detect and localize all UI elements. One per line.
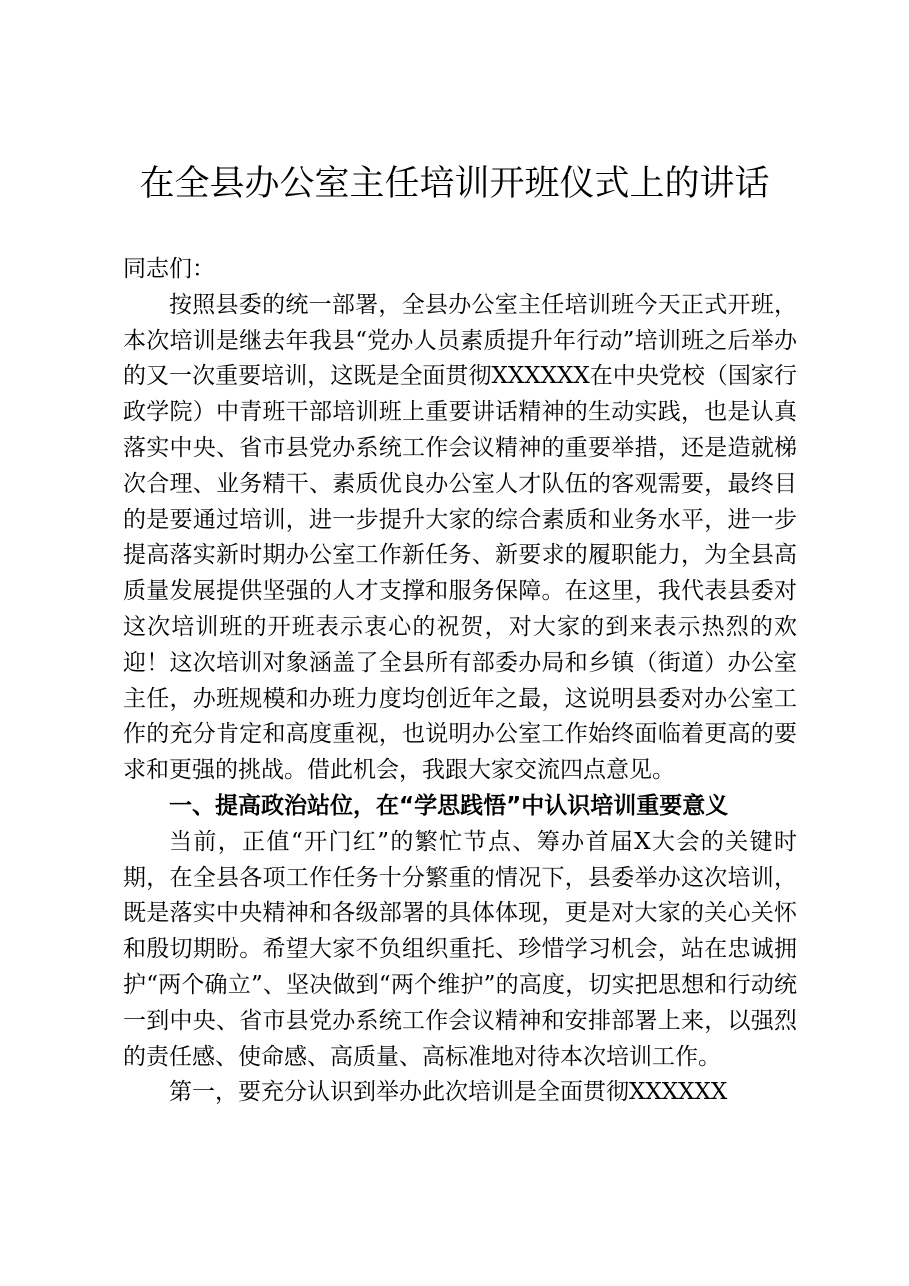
document-body <box>123 252 797 1111</box>
section-heading-1: 一、提高政治站位，在“学思践悟”中认识培训重要意义 <box>169 792 729 819</box>
salutation: 同志们： <box>123 256 215 282</box>
paragraph-intro: 按照县委的统一部署，全县办公室主任培训班今天正式开班，本次培训是继去年我县“党办人员素质提升年行动”培训班之后举办的又一次重要培训，这既是全面贯彻XXXXXX在中央党校（国家行政学院）中青班干部培训班上重要讲话精神的生动实践，也是认真落实中央、省市县党办系统工作会议精神的重要举措，还是造就梯次合理、业务精干、素质优良办公室人才队伍的客观需要，最终目的是要通过培训，进一步提升大家的综合素质和业务水平，进一步提高落实新时期办公室工作新任务、新要求的履职能力，为全县高质量发展提供坚强的人才支撑和服务保障。在这里，我代表县委对这次培训班的开班表示衷心的祝贺，对大家的到来表示热烈的欢迎！这次培训对象涵盖了全县所有部委办局和乡镇（街道）办公室主任，办班规模和办班力度均创近年之最，这说明县委对办公室工作的充分肯定和高度重视，也说明办公室工作始终面临着更高的要求和更强的挑战。借此机会，我跟大家交流四点意见。 <box>123 291 797 784</box>
paragraph-section-1: 当前，正值“开门红”的繁忙节点、筹办首届X大会的关键时期，在全县各项工作任务十分繁重的情况下，县委举办这次培训，既是落实中央精神和各级部署的具体体现，更是对大家的关心关怀和殷切期盼。希望大家不负组织重托、珍惜学习机会，站在忠诚拥护“两个确立”、坚决做到“两个维护”的高度，切实把思想和行动统一到中央、省市县党办系统工作会议精神和安排部署上来，以强烈的责任感、使命感、高质量、高标准地对待本次培训工作。 <box>123 828 797 1070</box>
document-title: 在全县办公室主任培训开班仪式上的讲话 <box>139 164 770 204</box>
paragraph-first-point: 第一，要充分认识到举办此次培训是全面贯彻XXXXXX <box>169 1079 728 1106</box>
